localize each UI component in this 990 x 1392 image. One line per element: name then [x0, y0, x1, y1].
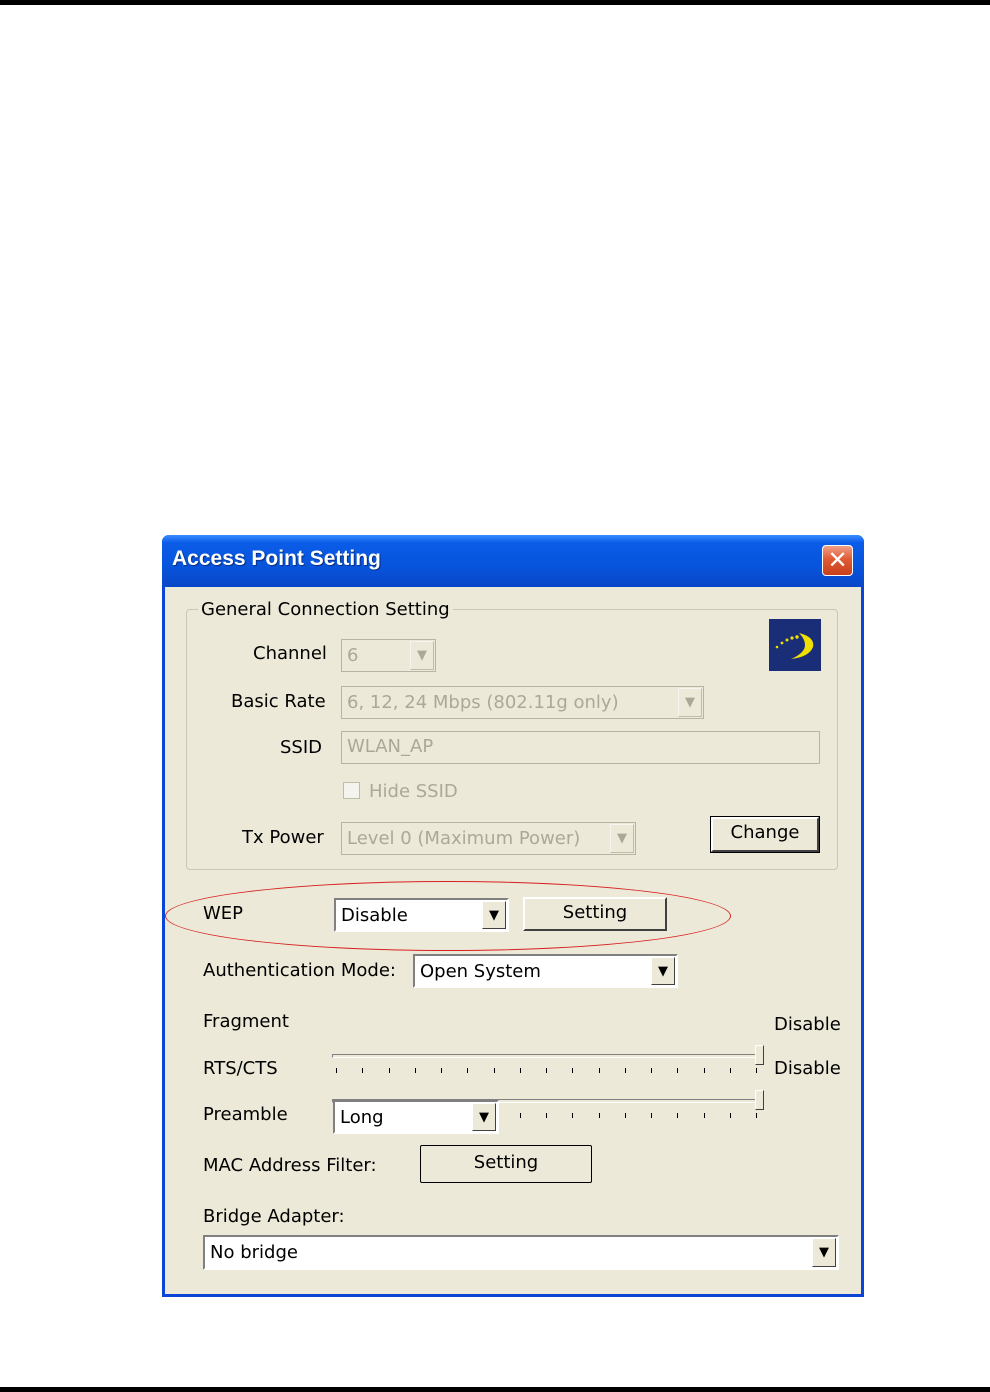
- chevron-down-icon: ▼: [410, 641, 434, 670]
- slider-tick: [730, 1113, 731, 1118]
- slider-tick: [599, 1113, 600, 1118]
- ssid-label: SSID: [280, 737, 323, 758]
- fragment-value: Disable: [774, 1014, 841, 1035]
- slider-tick: [677, 1113, 678, 1118]
- fragment-label: Fragment: [203, 1011, 289, 1032]
- ssid-field[interactable]: [341, 731, 820, 764]
- authentication-mode-label: Authentication Mode:: [203, 960, 396, 981]
- fragment-slider-thumb[interactable]: [755, 1045, 764, 1065]
- hide-ssid-checkbox[interactable]: [343, 782, 360, 799]
- chevron-down-icon: ▼: [610, 824, 634, 853]
- slider-tick: [494, 1068, 495, 1073]
- rts-cts-label: RTS/CTS: [203, 1058, 278, 1079]
- slider-tick: [625, 1113, 626, 1118]
- basic-rate-select[interactable]: [341, 686, 704, 719]
- general-connection-group-title: General Connection Setting: [198, 599, 453, 620]
- authentication-mode-select-value: Open System: [420, 961, 541, 982]
- chevron-down-icon: ▼: [812, 1238, 836, 1267]
- close-icon[interactable]: ✕: [822, 545, 853, 576]
- slider-tick: [651, 1113, 652, 1118]
- wep-highlight-ellipse: [165, 881, 731, 951]
- channel-select-value: 6: [347, 645, 359, 666]
- tx-power-label: Tx Power: [242, 827, 324, 848]
- change-button-label: Change: [730, 822, 800, 843]
- slider-tick: [599, 1068, 600, 1073]
- mac-filter-setting-button-label: Setting: [473, 1152, 539, 1173]
- basic-rate-select-value: 6, 12, 24 Mbps (802.11g only): [347, 692, 619, 713]
- mac-filter-setting-button[interactable]: [420, 1145, 592, 1183]
- slider-tick: [520, 1068, 521, 1073]
- slider-tick: [467, 1068, 468, 1073]
- channel-label: Channel: [253, 643, 327, 664]
- chevron-down-icon: ▼: [482, 901, 506, 929]
- hide-ssid-label: Hide SSID: [369, 781, 458, 802]
- slider-tick: [730, 1068, 731, 1073]
- fragment-slider-track: [332, 1054, 764, 1058]
- slider-tick: [362, 1068, 363, 1073]
- slider-tick: [704, 1113, 705, 1118]
- slider-tick: [572, 1113, 573, 1118]
- slider-tick: [520, 1113, 521, 1118]
- chevron-down-icon: ▼: [651, 957, 675, 985]
- tx-power-select[interactable]: [341, 822, 636, 855]
- slider-tick: [651, 1068, 652, 1073]
- mac-address-filter-label: MAC Address Filter:: [203, 1155, 377, 1176]
- slider-tick: [756, 1068, 757, 1073]
- bridge-adapter-select[interactable]: [203, 1235, 839, 1270]
- wep-select-value: Disable: [341, 905, 408, 926]
- fragment-slider[interactable]: [332, 1051, 764, 1081]
- change-button[interactable]: [711, 817, 819, 852]
- preamble-select[interactable]: [333, 1100, 499, 1134]
- slider-tick: [546, 1113, 547, 1118]
- slider-tick: [677, 1068, 678, 1073]
- wep-label: WEP: [203, 903, 244, 924]
- slider-tick: [389, 1068, 390, 1073]
- channel-select[interactable]: [341, 639, 436, 672]
- tx-power-select-value: Level 0 (Maximum Power): [347, 828, 581, 849]
- chevron-down-icon: ▼: [678, 688, 702, 717]
- slider-tick: [546, 1068, 547, 1073]
- title-bar[interactable]: [162, 535, 864, 587]
- slider-tick: [415, 1068, 416, 1073]
- rts-cts-slider-thumb[interactable]: [755, 1090, 764, 1110]
- ssid-field-value: WLAN_AP: [347, 736, 434, 757]
- page-top-rule: [0, 0, 990, 5]
- slider-tick: [756, 1113, 757, 1118]
- wireless-logo-icon: [769, 619, 821, 671]
- rts-cts-value: Disable: [774, 1058, 841, 1079]
- slider-tick: [625, 1068, 626, 1073]
- window-title: Access Point Setting: [172, 547, 381, 570]
- basic-rate-label: Basic Rate: [231, 691, 326, 712]
- slider-tick: [441, 1068, 442, 1073]
- bridge-adapter-label: Bridge Adapter:: [203, 1206, 345, 1227]
- bridge-adapter-select-value: No bridge: [210, 1242, 298, 1263]
- chevron-down-icon: ▼: [472, 1103, 496, 1131]
- preamble-label: Preamble: [203, 1104, 288, 1125]
- slider-tick: [704, 1068, 705, 1073]
- page-bottom-rule: [0, 1387, 990, 1392]
- slider-tick: [336, 1068, 337, 1073]
- preamble-select-value: Long: [340, 1107, 384, 1128]
- authentication-mode-select[interactable]: [413, 954, 678, 988]
- wep-setting-button-label: Setting: [562, 902, 628, 923]
- slider-tick: [572, 1068, 573, 1073]
